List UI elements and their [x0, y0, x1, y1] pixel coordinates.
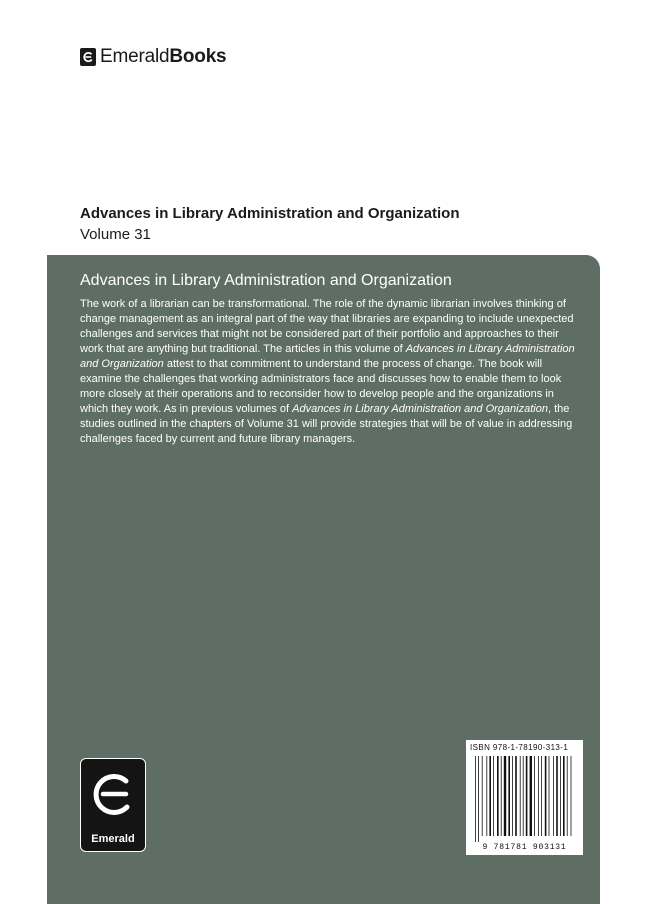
- panel-heading: Advances in Library Administration and Organization: [80, 272, 452, 289]
- barcode-bar: [493, 756, 494, 836]
- blurb-text-2: attest to that commitment to understand the process of change. The book will examine the challenges that working administrators face and discusses how to enable them to look more closely at their operations and to reconsider how to develop people and the organizations in which they work. As in previous volumes of: [80, 358, 562, 415]
- blurb-text-1: The work of a librarian can be transformational. The role of the dynamic librarian involves thinking of change management as an integral part of the way that libraries are expanding to include unexpected challenges and services that might not be considered part of their portfolio and approaches to their work that are anything but traditional. The articles in this volume of: [80, 298, 574, 355]
- barcode-bar: [504, 756, 506, 836]
- barcode-bar: [512, 756, 513, 836]
- barcode-bar: [523, 756, 524, 836]
- barcode-bar: [545, 756, 547, 836]
- emerald-e-logo-icon: [89, 769, 137, 821]
- barcode-bar: [489, 756, 491, 836]
- barcode: [466, 740, 583, 855]
- blurb-text-3: , the studies outlined in the chapters of Volume 31 will provide strategies that will be of value in addressing challenges faced by current and future library managers.: [80, 403, 573, 445]
- barcode-bar: [478, 756, 479, 842]
- book-description: [80, 297, 585, 447]
- barcode-bar: [538, 756, 539, 836]
- barcode-bar: [567, 756, 568, 836]
- barcode-bar: [526, 756, 528, 836]
- barcode-bar: [534, 756, 535, 836]
- barcode-bar: [486, 756, 487, 836]
- barcode-bar: [553, 756, 554, 836]
- barcode-bar: [520, 756, 521, 836]
- brand-name-bold: Books: [169, 46, 227, 67]
- barcode-bar: [563, 756, 565, 836]
- barcode-bar: [560, 756, 561, 836]
- barcode-bar: [549, 756, 550, 836]
- barcode-bar: [530, 756, 532, 836]
- back-cover-panel: [47, 255, 600, 904]
- volume-number: Volume 31: [80, 226, 151, 243]
- logo-label: Emerald: [91, 833, 135, 845]
- barcode-bar: [541, 756, 542, 836]
- brand-name-light: Emerald: [100, 46, 170, 67]
- brand-name: [100, 47, 226, 67]
- barcode-bar: [571, 756, 572, 836]
- barcode-bar: [475, 756, 476, 842]
- barcode-digits: 9 781781 903131: [482, 843, 567, 852]
- publisher-logo: [80, 758, 146, 852]
- barcode-bar: [482, 756, 483, 836]
- isbn-label: ISBN 978-1-78190-313-1: [470, 743, 569, 752]
- series-title: Advances in Library Administration and Organization: [80, 205, 460, 222]
- barcode-bars: [474, 756, 575, 842]
- blurb-italic-title-1: Advances in Library Administration and Organization: [80, 343, 575, 370]
- emerald-e-icon: [80, 48, 96, 66]
- barcode-bar: [497, 756, 499, 836]
- publisher-brand: [80, 47, 226, 67]
- barcode-bar: [515, 756, 517, 836]
- barcode-bar: [508, 756, 510, 836]
- blurb-italic-title-2: Advances in Library Administration and Organization: [292, 403, 548, 415]
- barcode-bar: [501, 756, 502, 836]
- barcode-bar: [556, 756, 558, 836]
